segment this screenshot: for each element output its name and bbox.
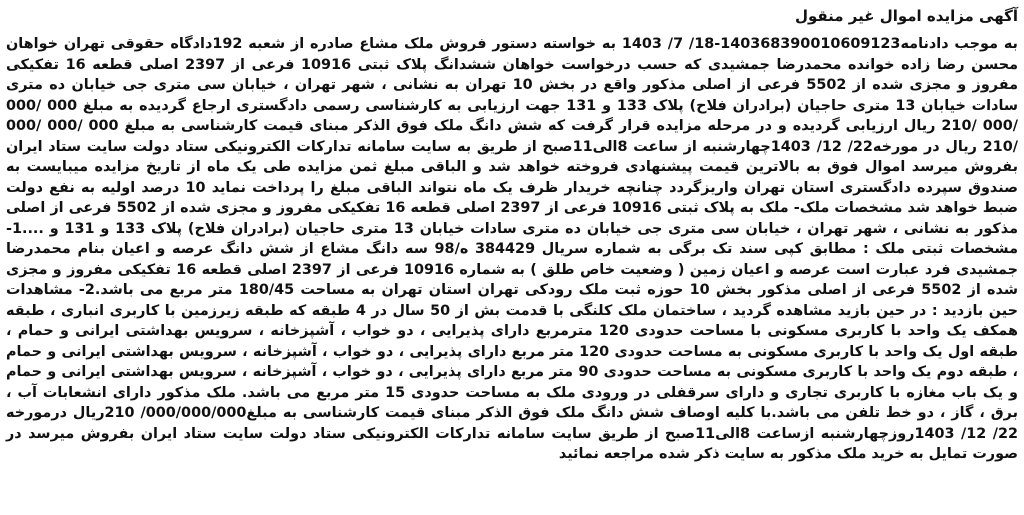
notice-body: به موجب دادنامه140368390010609123-18/ 7/ 1403 به خواسته دستور فروش ملک مشاع صادره از شعبه 192دادگاه حقوقی تهران خواهان محسن رضا زاده خوانده محمدرضا جمشیدی که حسب درخواست خواهان ششدانگ پلاک ثبتی 10916 فرعی از 2397 اصلی قطعه 16 تفکیکی مفروز و مجزی شده از 5502 فرعی از اصلی مذکور واقع در بخش 10 تهران به نشانی ، شهر تهران ، خیابان سی متری جی خیابان ده متری سادات خیابان 13 متری حاجیان (برادران فلاح) پلاک 133 و 131 جهت ارزیابی به کارشناسی رسمی دادگستری ارجاع گردیده به مبلغ 000 /000 /000 /210 ریال ارزیابی گردیده و در مرحله مزایده قرار گرفت که شش دانگ ملک فوق الذکر مبنای قیمت کارشناسی به مبلغ 000 /000 /000 /210 ریال در مورخه22/ 12/ 1403چهارشنبه از ساعت 8الی11صبح از طریق به سایت سامانه تدارکات الکترونیکی ستاد دولت سایت ستاد ایران بفروش میرسد اموال فوق به بالاترین قیمت پیشنهادی فروخته خواهد شد و الباقی مبلغ ثمن مزایده طی یک ماه از تاریخ مزایده میبایست به صندوق سپرده دادگستری استان تهران واریزگردد چنانچه خریدار ظرف یک ماه نتواند الباقی مبلغ را پرداخت نماید 10 درصد اولیه به نفع دولت ضبط خواهد شد مشخصات ملک- ملک به پلاک ثبتی 10916 فرعی از 2397 اصلی قطعه 16 تفکیکی مفروز و مجزی شده از 5502 فرعی از اصلی مذکور به نشانی ، شهر تهران ، خیابان سی متری جی خیابان ده متری سادات خیابان 13 متری حاجیان (برادران فلاح) پلاک 133 و 131 و ....1- مشخصات ثبتی ملک : مطابق کپی سند تک برگی به شماره سریال 384429 ه/98 سه دانگ مشاع از شش دانگ عرصه و اعیان بنام محمدرضا جمشیدی فرد عبارت است عرصه و اعیان زمین ( وضعیت خاص طلق ) به شماره 10916 فرعی از 2397 اصلی قطعه 16 تفکیکی مفروز و مجزی شده از 5502 فرعی از اصلی مذکور بخش 10 حوزه ثبت ملک رودکی تهران استان تهران به مساحت 180/45 متر مربع می باشد.2- مشاهدات حین بازدید : در حین بازید مشاهده گردید ، ساختمان ملک کلنگی با قدمت بش از 50 سال در 4 طبقه که طبقه زیرزمین با کاربری انباری ، طبقه همکف یک واحد با کاربری مسکونی با مساحت حدودی 120 مترمربع دارای پذیرایی ، دو خواب ، آشپزخانه ، سرویس بهداشتی ایرانی و حمام ، طبقه اول یک واحد با کاربری مسکونی به مساحت حدودی 120 متر مربع دارای پذیرایی ، دو خواب ، آشپزخانه ، سرویس بهداشتی ایرانی و حمام ، طبقه دوم یک واحد با کاربری مسکونی به مساحت حدودی 90 متر مربع دارای پذیرایی ، دو خواب ، آشپزخانه ، سرویس بهداشتی ایرانی و حمام و یک باب مغازه با کاربری تجاری و دارای سرقفلی در ورودی ملک به مساحت حدودی 15 متر مربع می باشد. ملک مذکور دارای انشعابات آب ، برق ، گاز ، دو خط تلفن می باشد.با کلیه اوصاف شش دانگ ملک فوق الذکر مبنای قیمت کارشناسی به مبلغ000/000/000/ 210ریال درمورخه 22/ 12/ 1403روزچهارشنبه ازساعت 8الی11صبح از طریق سایت سامانه تدارکات الکترونیکی ستاد دولت سایت ستاد ایران بفروش میرسد در صورت تمایل به خرید ملک مذکور به سایت ذکر شده مراجعه نمائید bbox=[6, 36, 1019, 462]
notice-title: آگهی مزایده اموال غیر منقول bbox=[794, 7, 1018, 25]
